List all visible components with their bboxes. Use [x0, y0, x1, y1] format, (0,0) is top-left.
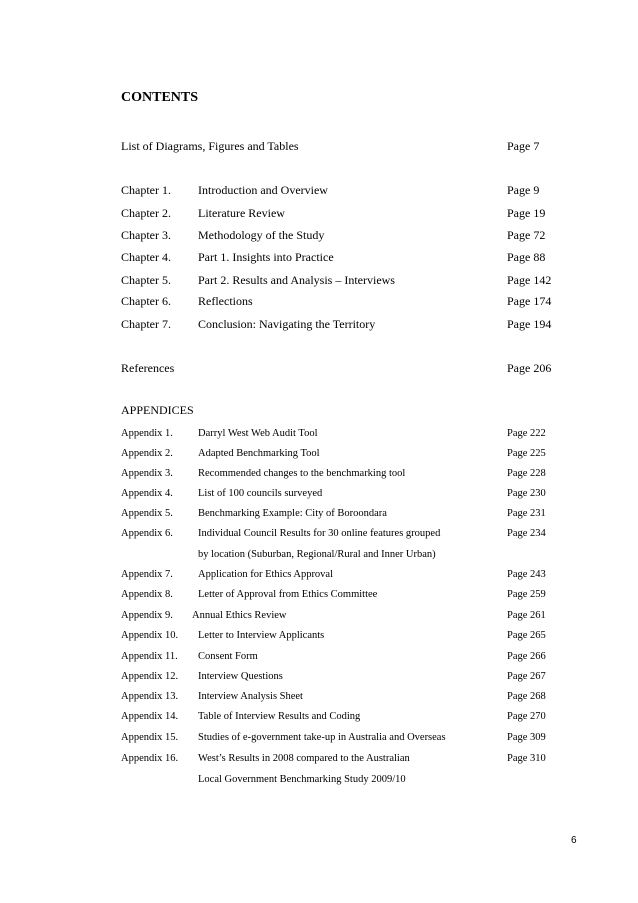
references-label: References	[121, 361, 175, 375]
appendix-title: List of 100 councils surveyed	[198, 488, 323, 499]
appendix-number: Appendix 8.	[121, 589, 173, 600]
chapter-page: Page 194	[507, 317, 552, 331]
chapter-title: Literature Review	[198, 206, 285, 220]
appendix-title-continued: by location (Suburban, Regional/Rural and Inner Urban)	[198, 549, 436, 560]
appendix-title: West’s Results in 2008 compared to the Australian	[198, 753, 410, 764]
list-of-figures-page: Page 7	[507, 139, 540, 153]
appendix-title: Individual Council Results for 30 online features grouped	[198, 528, 441, 539]
appendix-number: Appendix 12.	[121, 671, 179, 682]
appendix-page: Page 234	[507, 528, 546, 539]
appendix-number: Appendix 10.	[121, 630, 179, 641]
chapter-page: Page 174	[507, 294, 552, 308]
chapter-number: Chapter 3.	[121, 228, 171, 242]
appendix-title: Benchmarking Example: City of Boroondara	[198, 508, 387, 519]
chapter-number: Chapter 2.	[121, 206, 171, 220]
appendix-number: Appendix 7.	[121, 569, 173, 580]
references-page: Page 206	[507, 361, 552, 375]
page-title: CONTENTS	[121, 90, 199, 105]
page-number: 6	[571, 835, 577, 846]
chapter-title: Conclusion: Navigating the Territory	[198, 317, 376, 331]
appendix-title: Application for Ethics Approval	[198, 569, 334, 580]
appendix-page: Page 222	[507, 428, 546, 439]
list-of-figures-label: List of Diagrams, Figures and Tables	[121, 139, 299, 153]
appendix-number: Appendix 3.	[121, 468, 173, 479]
appendix-title-continued: Local Government Benchmarking Study 2009/10	[198, 774, 406, 785]
appendix-number: Appendix 16.	[121, 753, 179, 764]
chapter-title: Introduction and Overview	[198, 183, 328, 197]
chapter-number: Chapter 6.	[121, 294, 171, 308]
appendix-title: Table of Interview Results and Coding	[198, 711, 361, 722]
appendix-page: Page 261	[507, 610, 546, 621]
appendix-number: Appendix 9.	[121, 610, 173, 621]
appendix-page: Page 267	[507, 671, 546, 682]
chapter-page: Page 142	[507, 273, 552, 287]
appendix-page: Page 259	[507, 589, 546, 600]
appendix-number: Appendix 15.	[121, 732, 179, 743]
appendix-title: Annual Ethics Review	[192, 610, 287, 621]
appendix-number: Appendix 14.	[121, 711, 179, 722]
appendix-title: Interview Analysis Sheet	[198, 691, 303, 702]
chapter-number: Chapter 5.	[121, 273, 171, 287]
chapter-page: Page 9	[507, 183, 540, 197]
appendix-number: Appendix 6.	[121, 528, 173, 539]
chapter-title: Reflections	[198, 294, 253, 308]
chapter-page: Page 19	[507, 206, 546, 220]
appendix-page: Page 230	[507, 488, 546, 499]
appendix-page: Page 228	[507, 468, 546, 479]
appendix-number: Appendix 13.	[121, 691, 179, 702]
appendix-page: Page 309	[507, 732, 546, 743]
appendix-number: Appendix 11.	[121, 651, 178, 662]
appendix-number: Appendix 1.	[121, 428, 173, 439]
appendices-heading: APPENDICES	[121, 403, 194, 417]
chapter-title: Part 2. Results and Analysis – Interviews	[198, 273, 395, 287]
chapter-title: Methodology of the Study	[198, 228, 325, 242]
appendix-page: Page 231	[507, 508, 546, 519]
chapter-number: Chapter 7.	[121, 317, 171, 331]
appendix-title: Interview Questions	[198, 671, 283, 682]
appendix-title: Consent Form	[198, 651, 258, 662]
appendix-title: Darryl West Web Audit Tool	[198, 428, 318, 439]
appendix-page: Page 265	[507, 630, 546, 641]
chapter-number: Chapter 1.	[121, 183, 171, 197]
appendix-title: Letter of Approval from Ethics Committee	[198, 589, 378, 600]
appendix-page: Page 268	[507, 691, 546, 702]
appendix-number: Appendix 4.	[121, 488, 173, 499]
chapter-number: Chapter 4.	[121, 250, 171, 264]
chapter-page: Page 88	[507, 250, 546, 264]
appendix-page: Page 310	[507, 753, 546, 764]
appendix-page: Page 270	[507, 711, 546, 722]
appendix-page: Page 225	[507, 448, 546, 459]
appendix-title: Letter to Interview Applicants	[198, 630, 325, 641]
appendix-title: Recommended changes to the benchmarking tool	[198, 468, 406, 479]
appendix-number: Appendix 5.	[121, 508, 173, 519]
chapter-title: Part 1. Insights into Practice	[198, 250, 334, 264]
appendix-page: Page 266	[507, 651, 546, 662]
appendix-page: Page 243	[507, 569, 546, 580]
appendix-number: Appendix 2.	[121, 448, 173, 459]
appendix-title: Adapted Benchmarking Tool	[198, 448, 320, 459]
appendix-title: Studies of e-government take-up in Australia and Overseas	[198, 732, 446, 743]
chapter-page: Page 72	[507, 228, 546, 242]
